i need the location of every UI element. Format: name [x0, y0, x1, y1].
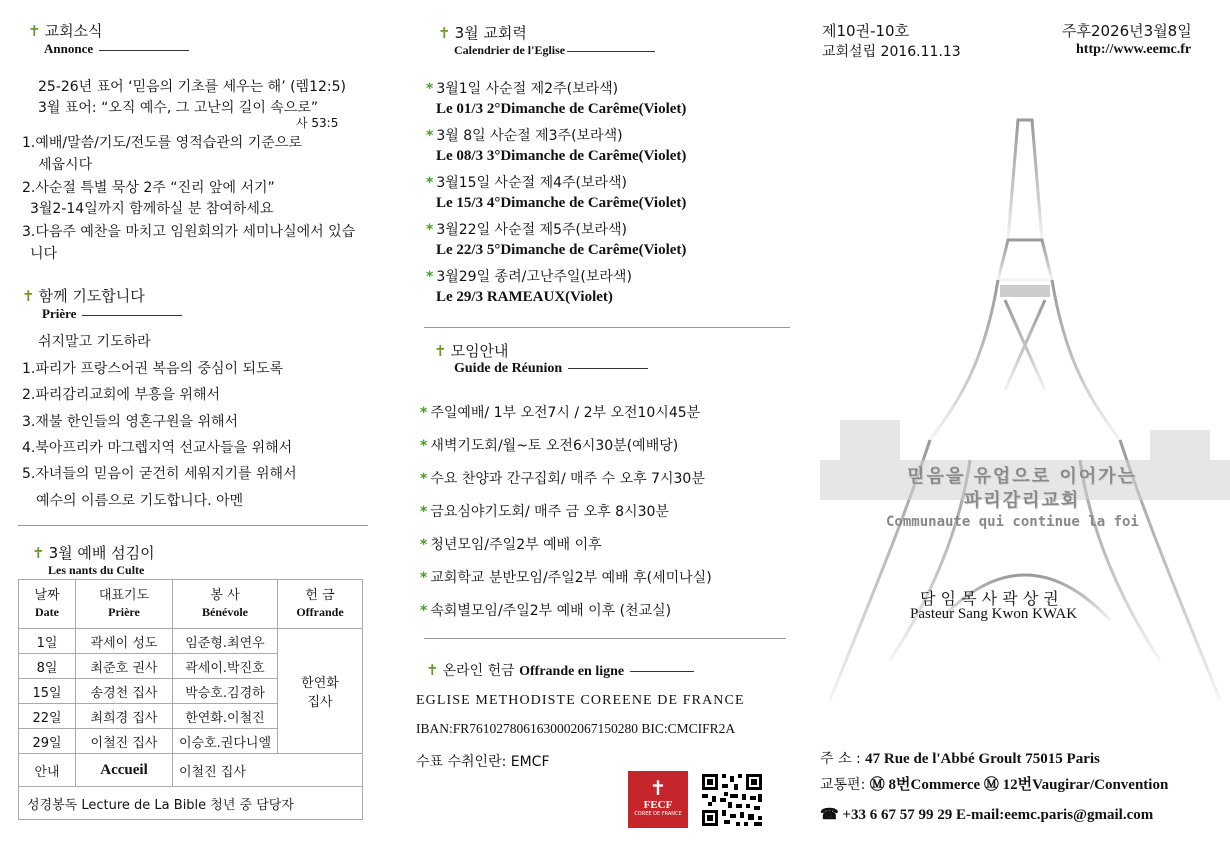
table-row	[19, 754, 363, 787]
cross-icon: ✝	[438, 24, 451, 42]
prayer-line: 3.재불 한인들의 영혼구원을 위해서	[22, 414, 239, 430]
pastor-ko: 담 임 목 사 곽 상 권	[920, 589, 1059, 608]
star-icon: *	[420, 504, 428, 520]
calendar-item: * 3월29일 종려/고난주일(보라색)	[426, 269, 632, 285]
cell-guide-label: 안내	[19, 754, 76, 787]
service-subtitle: Les nants du Culte	[48, 563, 145, 577]
volume-number: 제10권-10호	[822, 22, 910, 40]
news-line: 3월2-14일까지 함께하실 분 참여하세요	[30, 201, 274, 217]
cell-reading: 성경봉독 Lecture de La Bible 청년 중 담당자	[19, 787, 363, 820]
prayer-section	[22, 285, 362, 322]
website-link[interactable]: http://www.eemc.fr	[1076, 42, 1192, 57]
news-line: 25-26년 표어 ‘믿음의 기초를 세우는 해’ (렘12:5)	[38, 79, 346, 95]
calendar-item: * 3월22일 사순절 제5주(보라색)	[426, 222, 628, 238]
bulletin-date: 주후2026년3월8일	[1062, 22, 1192, 40]
cell-date: 22일	[19, 704, 76, 729]
news-subtitle: Annonce	[44, 41, 368, 57]
contact-info: ☎ +33 6 67 57 99 29 E-mail:eemc.paris@gmail.com	[820, 807, 1154, 823]
meeting-item: * 수요 찬양과 간구집회/ 매주 수 오후 7시30분	[420, 471, 705, 487]
header-prayer: 대표기도 Prière	[76, 580, 173, 629]
transport: 교통편: Ⓜ 8번Commerce Ⓜ 12번Vaugirar/Convention	[820, 777, 1169, 793]
cell-prayer: 송경천 집사	[76, 679, 173, 704]
cell-volunteer: 이승호.권다니엘	[173, 729, 278, 754]
news-title: ✝ 교회소식	[28, 22, 103, 40]
star-icon: *	[420, 603, 428, 619]
header-date: 날짜 Date	[19, 580, 76, 629]
cell-volunteer: 한연화.이철진	[173, 704, 278, 729]
cell-prayer: 이철진 집사	[76, 729, 173, 754]
meeting-item: * 금요심야기도회/ 매주 금 오후 8시30분	[420, 504, 669, 520]
cross-icon: ✝	[32, 544, 45, 562]
founded-date: 교회설립 2016.11.13	[822, 44, 961, 60]
address: 주 소 : 47 Rue de l'Abbé Groult 75015 Paris	[820, 751, 1100, 767]
divider	[424, 327, 790, 328]
eiffel-tower-image	[820, 60, 1230, 820]
calendar-item-fr: Le 15/3 4°Dimanche de Carême(Violet)	[436, 195, 687, 211]
fecf-logo: ✝ FECF COREE DE FRANCE	[628, 771, 688, 828]
news-line: 3.다음주 예찬을 마치고 임원회의가 세미나실에서 있습	[22, 224, 356, 240]
star-icon: *	[426, 222, 434, 238]
star-icon: *	[420, 471, 428, 487]
calendar-section	[438, 22, 655, 58]
prayer-subtitle: Prière	[42, 306, 362, 322]
prayer-line: 예수의 이름으로 기도합니다. 아멘	[36, 493, 244, 509]
table-row	[19, 787, 363, 820]
service-table	[18, 579, 363, 820]
calendar-item-fr: Le 22/3 5°Dimanche de Carême(Violet)	[436, 242, 687, 258]
star-icon: *	[420, 438, 428, 454]
cell-offering: 한연화 집사	[278, 629, 363, 754]
cell-guide-name: 이철진 집사	[173, 754, 363, 787]
header-offering: 헌 금 Offrande	[278, 580, 363, 629]
meeting-item: * 속회별모임/주일2부 예배 이후 (천교실)	[420, 603, 672, 619]
service-title: ✝ 3월 예배 섬김이	[32, 544, 155, 562]
pastor-fr: Pasteur Sang Kwon KWAK	[910, 606, 1078, 622]
calendar-item-fr: Le 01/3 2°Dimanche de Carême(Violet)	[436, 101, 687, 117]
cell-date: 29일	[19, 729, 76, 754]
star-icon: *	[426, 81, 434, 97]
prayer-line: 1.파리가 프랑스어권 복음의 중심이 되도록	[22, 361, 284, 377]
slogan-ko: 믿음을 유업으로 이어가는 파리감리교회	[907, 466, 1137, 511]
qr-code[interactable]	[700, 772, 764, 828]
cell-guide-fr: Accueil	[76, 754, 173, 787]
news-section	[28, 20, 368, 57]
cell-prayer: 최준호 권사	[76, 654, 173, 679]
meeting-item: * 교회학교 분반모임/주일2부 예배 후(세미나실)	[420, 570, 712, 586]
cell-volunteer: 임준형.최연우	[173, 629, 278, 654]
header-volunteer: 봉 사 Bénévole	[173, 580, 278, 629]
cell-date: 15일	[19, 679, 76, 704]
calendar-item: * 3월15일 사순절 제4주(보라색)	[426, 175, 628, 191]
star-icon: *	[426, 128, 434, 144]
calendar-item-fr: Le 08/3 3°Dimanche de Carême(Violet)	[436, 148, 687, 164]
bank-name: EGLISE METHODISTE COREENE DE FRANCE	[416, 693, 745, 708]
meeting-list	[420, 402, 712, 633]
prayer-line: 2.파리감리교회에 부흥을 위해서	[22, 387, 221, 403]
prayer-line: 4.북아프리카 마그렙지역 선교사들을 위해서	[22, 440, 293, 456]
cell-volunteer: 박승호.김경하	[173, 679, 278, 704]
star-icon: *	[426, 175, 434, 191]
prayer-title: ✝ 함께 기도합니다	[22, 287, 145, 305]
news-line: 2.사순절 특별 묵상 2주 “진리 앞에 서기”	[22, 180, 275, 196]
cross-icon: ✝	[426, 661, 439, 679]
calendar-list	[426, 78, 686, 313]
news-line: 사 53:5	[296, 116, 339, 130]
meeting-title: ✝ 모임안내	[434, 342, 509, 360]
cell-date: 8일	[19, 654, 76, 679]
meeting-item: * 새벽기도회/월~토 오전6시30분(예배당)	[420, 438, 679, 454]
table-row	[19, 629, 363, 654]
calendar-subtitle: Calendrier de l'Eglise	[454, 43, 655, 58]
online-title: ✝ 온라인 헌금 Offrande en ligne	[426, 660, 694, 680]
cross-icon: ✝	[28, 22, 41, 40]
star-icon: *	[426, 269, 434, 285]
calendar-item: * 3월 8일 사순절 제3주(보라색)	[426, 128, 623, 144]
cell-prayer: 곽세이 성도	[76, 629, 173, 654]
meeting-item: * 청년모임/주일2부 예배 이후	[420, 537, 602, 553]
calendar-title: ✝ 3월 교회력	[438, 24, 527, 42]
service-section	[32, 542, 155, 578]
divider	[424, 638, 786, 639]
cross-icon: ✝	[22, 287, 35, 305]
divider	[18, 525, 368, 526]
prayer-line: 5.자녀들의 믿음이 굳건히 세워지기를 위해서	[22, 466, 297, 482]
cell-prayer: 최희경 집사	[76, 704, 173, 729]
iban: IBAN:FR7610278061630002067150280 BIC:CMCIFR2A	[416, 721, 736, 736]
news-line: 니다	[30, 246, 58, 262]
calendar-item-fr: Le 29/3 RAMEAUX(Violet)	[436, 289, 613, 305]
cross-icon: ✝	[434, 342, 447, 360]
cell-volunteer: 곽세이.박진호	[173, 654, 278, 679]
star-icon: *	[420, 570, 428, 586]
news-line: 1.예배/말씀/기도/전도를 영적습관의 기준으로	[22, 135, 302, 151]
meeting-section	[434, 340, 648, 377]
meeting-item: * 주일예배/ 1부 오전7시 / 2부 오전10시45분	[420, 405, 701, 421]
check-receiver: 수표 수취인란: EMCF	[416, 754, 550, 770]
cell-date: 1일	[19, 629, 76, 654]
news-line: 세웁시다	[38, 157, 93, 173]
slogan-fr: Communaute qui continue la foi	[886, 514, 1139, 530]
news-line: 3월 표어: “오직 예수, 그 고난의 길이 속으로”	[38, 100, 319, 116]
calendar-item: * 3월1일 사순절 제2주(보라색)	[426, 81, 619, 97]
star-icon: *	[420, 405, 428, 421]
star-icon: *	[420, 537, 428, 553]
prayer-line: 쉬지말고 기도하라	[38, 334, 151, 350]
online-section	[426, 660, 694, 680]
meeting-subtitle: Guide de Réunion	[454, 361, 648, 377]
